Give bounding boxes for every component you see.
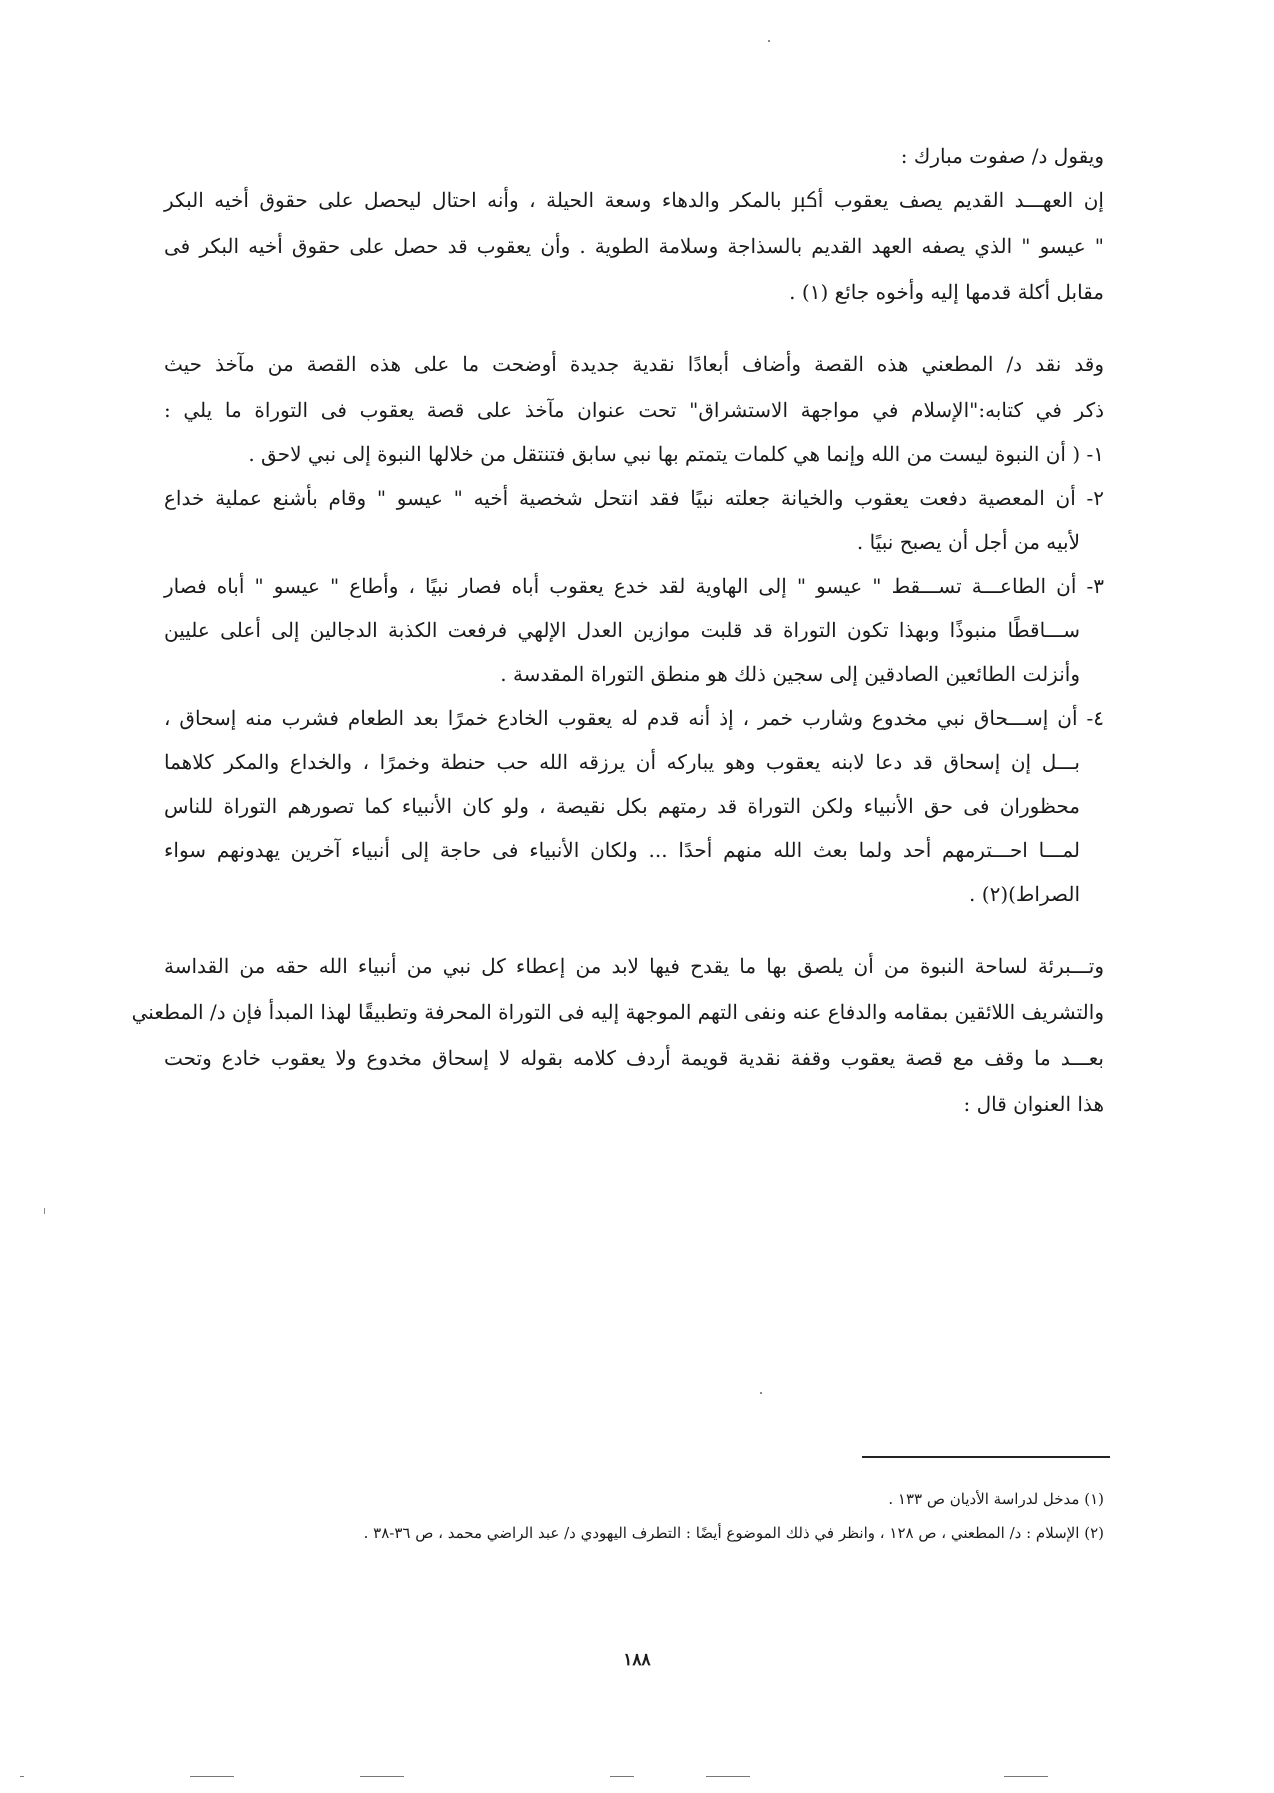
point-4-line-4: لمـــا احـــترمهم أحد ولما بعث الله منهم أحدًا ... ولكان الأنبياء فى حاجة إلى أنبياء آخرين يهدونهم سواء	[164, 838, 1080, 862]
quote-line-3: مقابل أكلة قدمها إليه وأخوه جائع (١) .	[789, 280, 1104, 304]
footnote-1: (١) مدخل لدراسة الأديان ص ١٣٣ .	[888, 1490, 1104, 1508]
paragraph-2-line-1: وقد نقد د/ المطعني هذه القصة وأضاف أبعادًا نقدية جديدة أوضحت ما على هذه القصة من مآخذ حيث	[164, 352, 1104, 376]
paragraph-3-line-3: بعـــد ما وقف مع قصة يعقوب وقفة نقدية قويمة أردف كلامه بقوله لا إسحاق مخدوع ولا يعقوب خادع وتحت	[164, 1046, 1104, 1070]
intro-line: ويقول د/ صفوت مبارك :	[900, 144, 1104, 168]
paragraph-2-line-2: ذكر في كتابه:"الإسلام في مواجهة الاستشراق" تحت عنوان مآخذ على قصة يعقوب فى التوراة ما يلي :	[164, 398, 1104, 422]
point-4-line-5: الصراط)(٢) .	[969, 882, 1080, 906]
point-1-line-1: ١- ( أن النبوة ليست من الله وإنما هي كلمات يتمتم بها نبي سابق فتنتقل من خلالها النبوة إلى نبي لاحق .	[248, 442, 1104, 466]
footnote-divider	[862, 1456, 1110, 1458]
paragraph-3-line-4: هذا العنوان قال :	[963, 1092, 1104, 1116]
point-2-line-1: ٢- أن المعصية دفعت يعقوب والخيانة جعلته نبيًا فقد انتحل شخصية أخيه " عيسو " وقام بأشنع عملية خداع	[164, 486, 1104, 510]
point-3-line-3: وأنزلت الطائعين الصادقين إلى سجين ذلك هو منطق التوراة المقدسة .	[500, 662, 1080, 686]
quote-line-2: " عيسو " الذي يصفه العهد القديم بالسذاجة وسلامة الطوية . وأن يعقوب قد حصل على حقوق أخيه البكر فى	[164, 234, 1104, 258]
footnote-2: (٢) الإسلام : د/ المطعني ، ص ١٢٨ ، وانظر في ذلك الموضوع أيضًا : التطرف اليهودي د/ عبد الراضي محمد ، ص ٣٦-٣٨ .	[363, 1524, 1104, 1542]
scan-edge-marks	[0, 1776, 1274, 1778]
quote-line-1: إن العهـــد القديم يصف يعقوب ﷳ بالمكر والدهاء وسعة الحيلة ، وأنه احتال ليحصل على حقوق أخيه البكر	[164, 188, 1104, 212]
point-3-line-2: ســـاقطًا منبوذًا وبهذا تكون التوراة قد قلبت موازين العدل الإلهي فرفعت الكذبة الدجالين إلى أعلى عليين	[164, 618, 1080, 642]
paragraph-3-line-2: والتشريف اللائقين بمقامه والدفاع عنه ونفى التهم الموجهة إليه فى التوراة المحرفة وتطبيقًا لهذا المبدأ فإن د/ المطعني	[131, 1000, 1104, 1024]
page-number: ١٨٨	[623, 1650, 651, 1670]
point-4-line-2: بـــل إن إسحاق قد دعا لابنه يعقوب وهو يباركه أن يرزقه الله حب حنطة وخمرًا ، والخداع والمكر كلاهما	[164, 750, 1080, 774]
point-4-line-3: محظوران فى حق الأنبياء ولكن التوراة قد رمتهم بكل نقيصة ، ولو كان الأنبياء كما تصورهم التوراة للناس	[164, 794, 1080, 818]
point-4-line-1: ٤- أن إســـحاق نبي مخدوع وشارب خمر ، إذ أنه قدم له يعقوب الخادع خمرًا بعد الطعام فشرب منه إسحاق ،	[164, 706, 1105, 730]
point-2-line-2: لأبيه من أجل أن يصبح نبيًا .	[856, 530, 1080, 554]
point-3-line-1: ٣- أن الطاعـــة تســـقط " عيسو " إلى الهاوية لقد خدع يعقوب أباه فصار نبيًا ، وأطاع " عيسو " أباه فصار	[164, 574, 1104, 598]
paragraph-3-line-1: وتـــبرئة لساحة النبوة من أن يلصق بها ما يقدح فيها لابد من إعطاء كل نبي من أنبياء الله حقه من القداسة	[164, 954, 1104, 978]
